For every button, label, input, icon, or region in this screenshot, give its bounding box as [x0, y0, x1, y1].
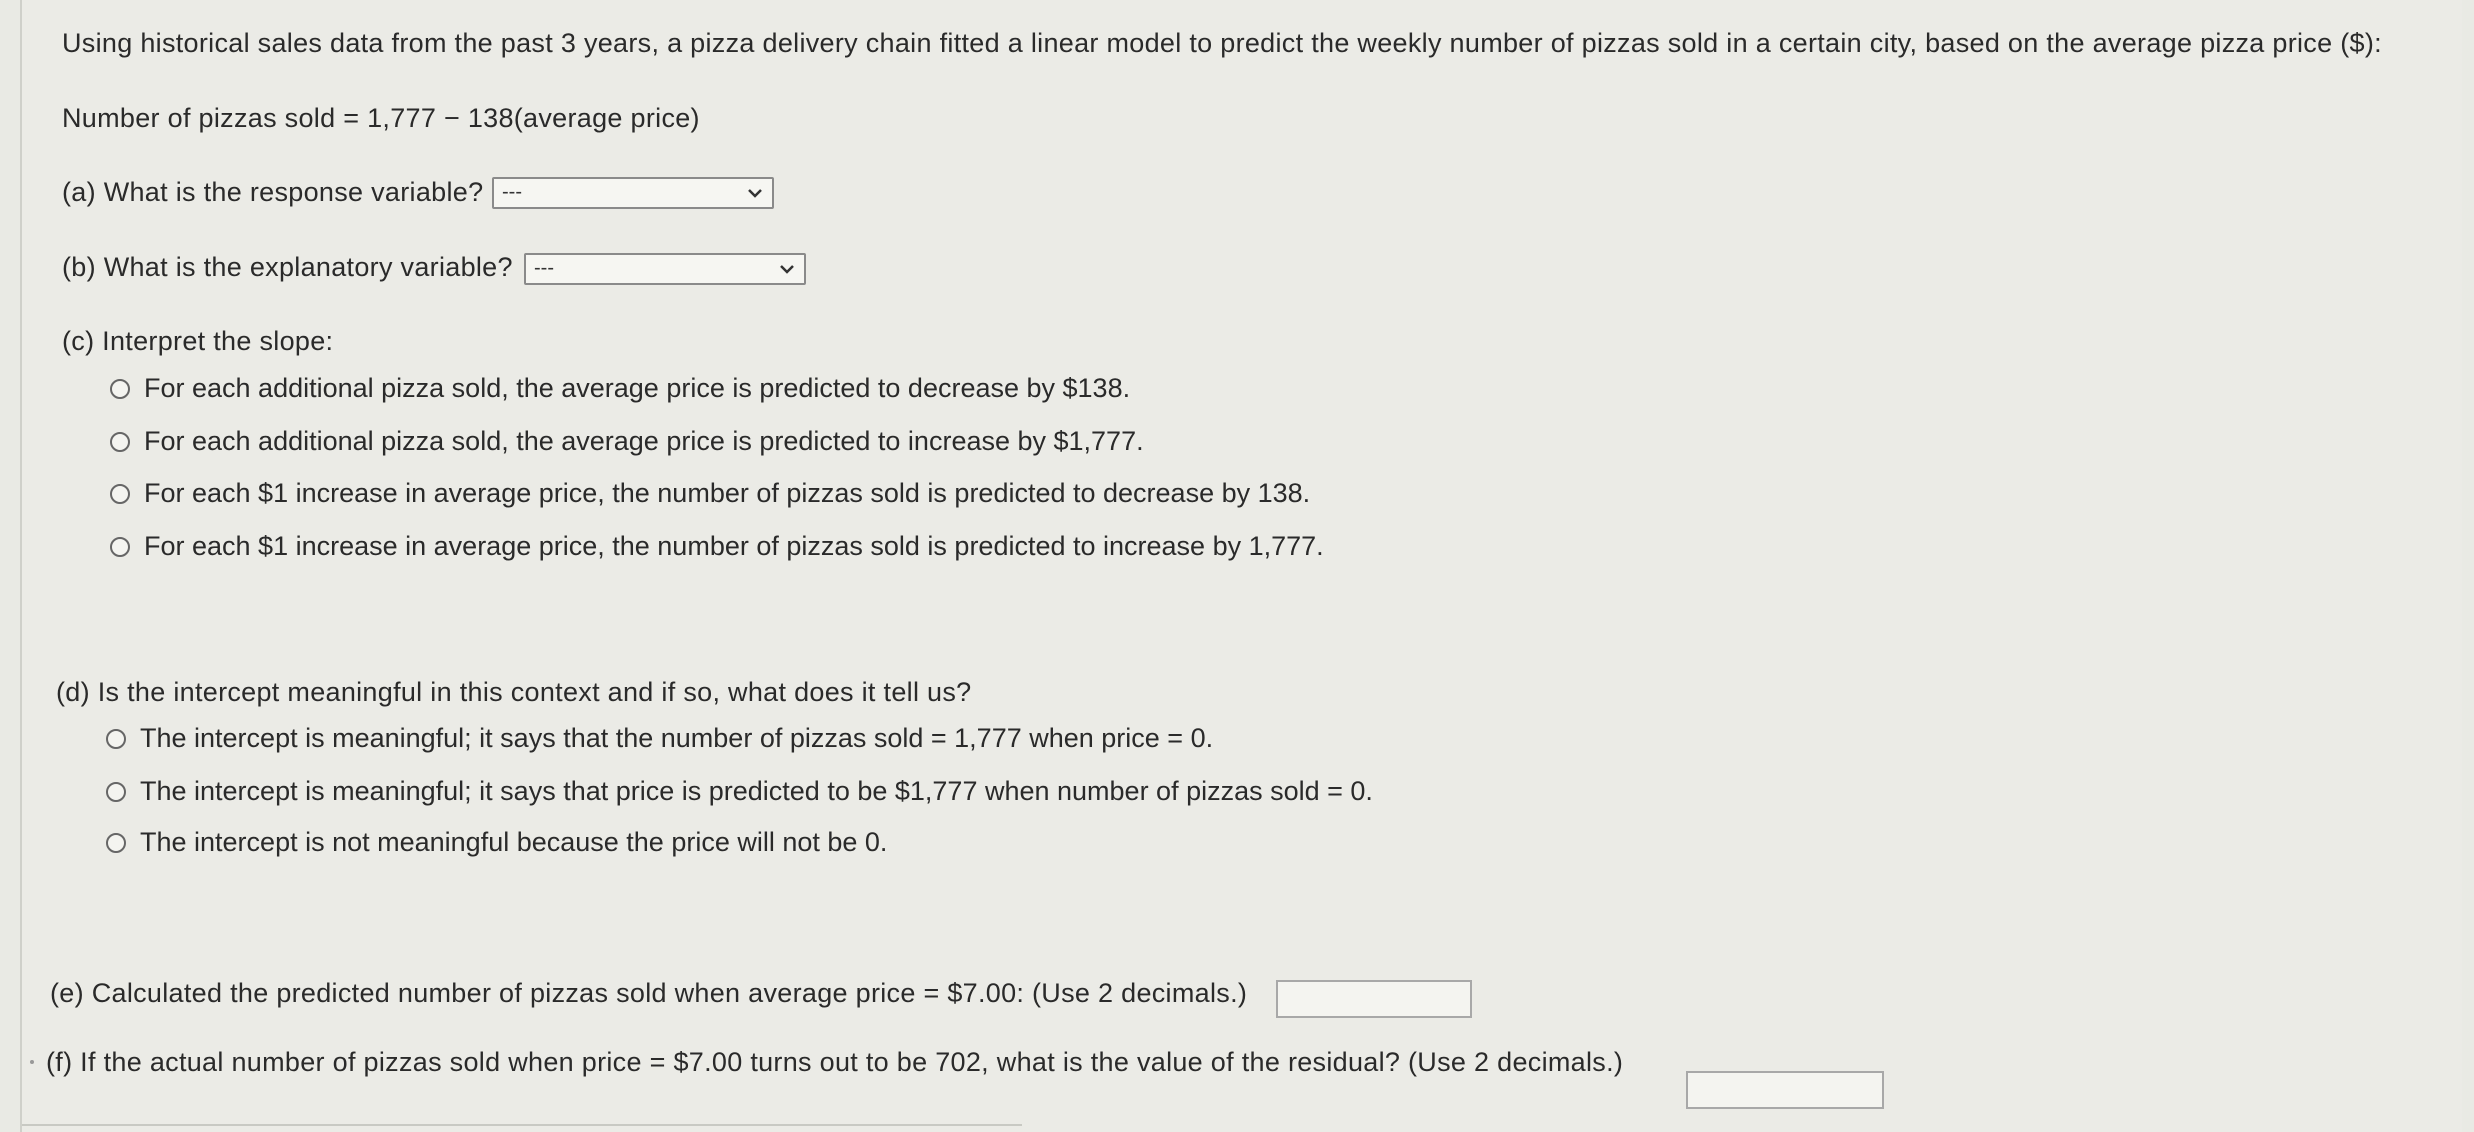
intercept-option-2-text: The intercept is meaningful; it says that price is predicted to be $1,777 when number of pizzas sold = 0.: [140, 776, 1373, 806]
question-intro: Using historical sales data from the past 3 years, a pizza delivery chain fitted a linear model to predict the weekly number of pizzas sold in a certain city, based on the average pizza price ($):: [62, 28, 2382, 58]
part-c-label: (c) Interpret the slope:: [62, 326, 334, 356]
slope-option-3[interactable]: [110, 478, 1310, 509]
slope-option-1-text: For each additional pizza sold, the average price is predicted to decrease by $138.: [144, 373, 1131, 403]
radio-button[interactable]: [110, 484, 130, 504]
explanatory-variable-selected: ---: [534, 257, 554, 279]
part-e-label: (e) Calculated the predicted number of pizzas sold when average price = $7.00: (Use 2 decimals.): [50, 978, 1248, 1008]
intercept-option-1-text: The intercept is meaningful; it says that the number of pizzas sold = 1,777 when price = 0.: [140, 723, 1214, 753]
radio-button[interactable]: [106, 782, 126, 802]
part-b-label: (b) What is the explanatory variable?: [62, 252, 513, 282]
part-d-label: (d) Is the intercept meaningful in this context and if so, what does it tell us?: [56, 677, 972, 707]
slope-option-4-text: For each $1 increase in average price, the number of pizzas sold is predicted to increase by 1,777.: [144, 531, 1324, 561]
question-panel: [20, 0, 2462, 1132]
slope-option-2-text: For each additional pizza sold, the average price is predicted to increase by $1,777.: [144, 426, 1144, 456]
slope-option-1[interactable]: [110, 373, 1130, 404]
residual-input[interactable]: [1686, 1071, 1884, 1109]
explanatory-variable-select[interactable]: [524, 253, 806, 285]
bottom-divider: [22, 1124, 1022, 1126]
radio-button[interactable]: [110, 432, 130, 452]
radio-button[interactable]: [110, 537, 130, 557]
slope-option-4[interactable]: [110, 531, 1324, 562]
radio-button[interactable]: [106, 833, 126, 853]
intercept-option-3[interactable]: [106, 827, 887, 858]
response-variable-selected: ---: [502, 181, 522, 203]
chevron-down-icon: [746, 182, 764, 204]
slope-option-3-text: For each $1 increase in average price, the number of pizzas sold is predicted to decrease by 138.: [144, 478, 1311, 508]
bullet-marker: [30, 1060, 34, 1064]
radio-button[interactable]: [110, 379, 130, 399]
model-equation: Number of pizzas sold = 1,777 − 138(average price): [62, 103, 700, 133]
radio-button[interactable]: [106, 729, 126, 749]
intercept-option-2[interactable]: [106, 776, 1373, 807]
intercept-option-1[interactable]: [106, 723, 1213, 754]
intercept-option-3-text: The intercept is not meaningful because the price will not be 0.: [140, 827, 888, 857]
slope-option-2[interactable]: [110, 426, 1144, 457]
chevron-down-icon: [778, 258, 796, 280]
predicted-pizzas-input[interactable]: [1276, 980, 1472, 1018]
response-variable-select[interactable]: [492, 177, 774, 209]
part-f-label: (f) If the actual number of pizzas sold when price = $7.00 turns out to be 702, what is the value of the residual? (Use 2 decimals.): [46, 1047, 1624, 1077]
part-a-label: (a) What is the response variable?: [62, 177, 484, 207]
